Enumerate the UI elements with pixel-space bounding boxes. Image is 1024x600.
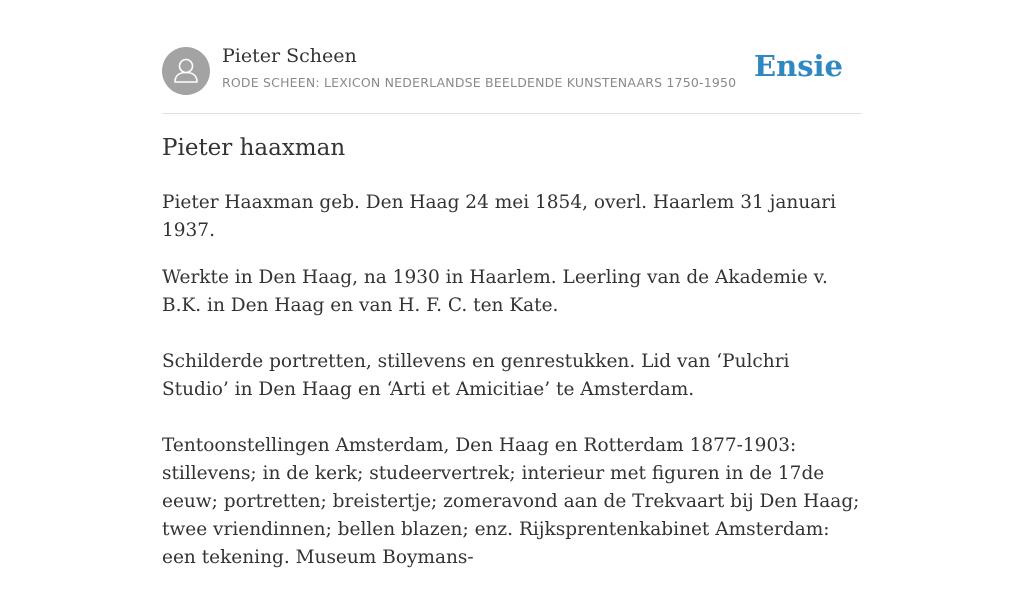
article-paragraph: Schilderde portretten, stillevens en genrestukken. Lid van ‘Pulchri Studio’ in Den Haag en ‘Arti et Amicitiae’ te Amsterdam. xyxy=(162,351,790,400)
article-paragraph: Pieter Haaxman geb. Den Haag 24 mei 1854, overl. Haarlem 31 januari 1937. xyxy=(162,192,837,241)
source-name[interactable]: RODE SCHEEN: LEXICON NEDERLANDSE BEELDENDE KUNSTENAARS 1750-1950 xyxy=(222,75,737,90)
article-paragraph: Werkte in Den Haag, na 1930 in Haarlem. Leerling van de Akademie v. B.K. in Den Haag en van H. F. C. ten Kate. xyxy=(162,267,828,316)
user-silhouette-icon xyxy=(162,47,210,95)
author-avatar[interactable] xyxy=(162,47,210,95)
article-body xyxy=(162,189,862,600)
ensie-logo[interactable]: Ensie xyxy=(754,49,843,83)
page xyxy=(162,0,862,568)
article-paragraph: Tentoonstellingen Amsterdam, Den Haag en Rotterdam 1877-1903: stillevens; in de kerk; studeervertrek; interieur met figuren in de 17de eeuw; portretten; breistertje; zomeravond aan de Trekvaart bij Den Haag; twee vriendinnen; bellen blazen; enz. Rijksprentenkabinet Amsterdam: een tekening. Museum Boymans- xyxy=(162,435,860,568)
header xyxy=(162,0,862,114)
article-title: Pieter haaxman xyxy=(162,135,346,161)
author-name[interactable]: Pieter Scheen xyxy=(222,45,357,67)
